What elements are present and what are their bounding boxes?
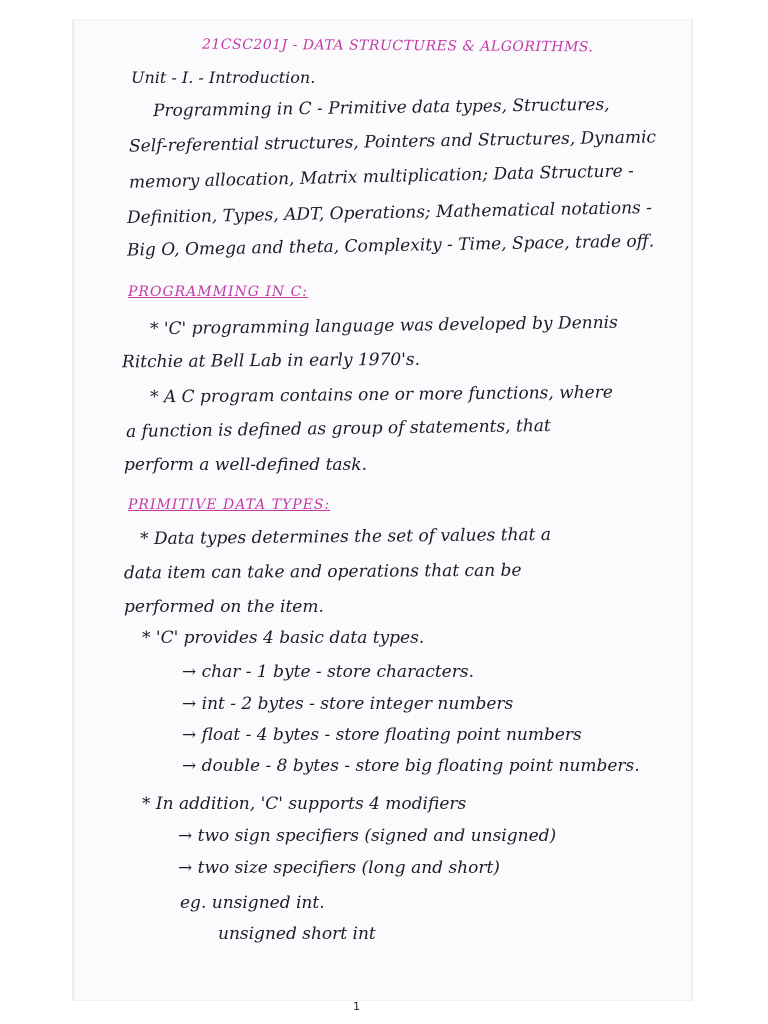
example-line: eg. unsigned int.	[180, 893, 325, 913]
paragraph-line: * 'C' provides 4 basic data types.	[142, 628, 425, 648]
syllabus-line: Big O, Omega and theta, Complexity - Time, Space, trade off.	[126, 231, 655, 261]
modifier-item: → two sign specifiers (signed and unsigned)	[178, 826, 557, 846]
section-heading-primitive-data-types: PRIMITIVE DATA TYPES:	[128, 497, 331, 513]
syllabus-line: Programming in C - Primitive data types, Structures,	[152, 94, 610, 122]
paragraph-line: * In addition, 'C' supports 4 modifiers	[142, 794, 467, 814]
data-type-item: → int - 2 bytes - store integer numbers	[182, 694, 514, 714]
unit-heading: Unit - I. - Introduction.	[131, 68, 316, 87]
paragraph-line: * A C program contains one or more functions, where	[149, 382, 613, 408]
modifier-item: → two size specifiers (long and short)	[178, 858, 500, 878]
paragraph-line: Ritchie at Bell Lab in early 1970's.	[121, 349, 421, 373]
example-line: unsigned short int	[218, 924, 376, 944]
paragraph-line: perform a well-defined task.	[124, 455, 367, 475]
paragraph-line: * 'C' programming language was developed by Dennis	[149, 312, 618, 340]
syllabus-line: Definition, Types, ADT, Operations; Mathematical notations -	[126, 197, 653, 229]
data-type-item: → char - 1 byte - store characters.	[182, 662, 474, 682]
syllabus-line: Self-referential structures, Pointers and Structures, Dynamic	[128, 127, 657, 157]
paragraph-line: performed on the item.	[124, 597, 324, 617]
syllabus-line: memory allocation, Matrix multiplication; Data Structure -	[128, 161, 635, 193]
page-title: 21CSC201J - DATA STRUCTURES & ALGORITHMS.	[201, 36, 594, 56]
paragraph-line: * Data types determines the set of values that a	[139, 524, 552, 550]
paragraph-line: a function is defined as group of statements, that	[125, 416, 551, 442]
data-type-item: → double - 8 bytes - store big floating point numbers.	[182, 756, 640, 776]
page-number: 1	[353, 1000, 360, 1013]
section-heading-programming-in-c: PROGRAMMING IN C:	[128, 284, 309, 300]
data-type-item: → float - 4 bytes - store floating point numbers	[182, 725, 582, 745]
paragraph-line: data item can take and operations that can be	[123, 560, 522, 584]
